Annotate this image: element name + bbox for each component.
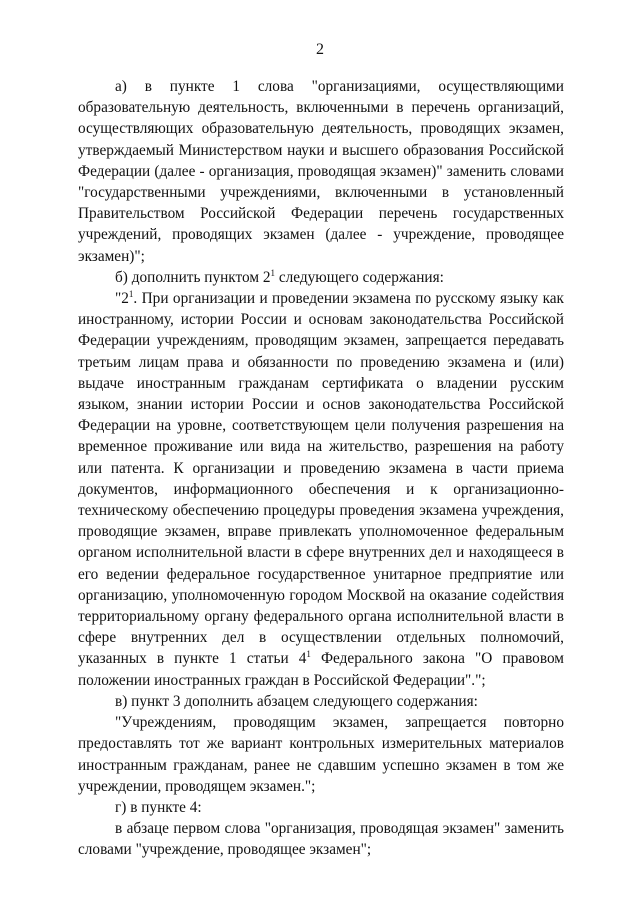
superscript: 1 <box>128 289 134 300</box>
superscript: 1 <box>270 267 276 278</box>
page-number: 2 <box>316 41 324 58</box>
text-run: следующего содержания: <box>275 268 444 286</box>
quoted-new-point <box>78 288 564 691</box>
amendment-item-v: в) пункт 3 дополнить абзацем следующего содержания: <box>115 692 478 710</box>
amendment-item-b <box>78 267 564 288</box>
document-body <box>78 76 564 861</box>
amendment-item-a: а) в пункте 1 слова "организациями, осуществляющими образовательную деятельность, включенными в перечень организаций, осуществляющих образовательную деятельность, проводящих экзамен, утверждаемый Министерством науки и высшего образования Российской Федерации (далее - организация, проводящая экзамен)" заменить словами "государственными учреждениями, включенными в установленный Правительством Российской Федерации перечень государственных учреждений, проводящих экзамен (далее - учреждение, проводящее экзамен)"; <box>78 78 564 265</box>
quoted-new-paragraph: "Учреждениям, проводящим экзамен, запрещается повторно предоставлять тот же вариант контрольных измерительных материалов иностранным гражданам, ранее не сдавшим успешно экзамен в том же учреждении, проводящем экзамен."; <box>78 714 564 795</box>
superscript: 1 <box>306 649 311 660</box>
text-run: "2 <box>115 290 129 308</box>
text-run: б) дополнить пунктом 2 <box>115 268 271 286</box>
text-run: . При организации и проведении экзамена по русскому языку как иностранному, истории России и основам законодательства Российской Федерации учреждениям, проводящим экзамен, запрещается передавать третьим лицам права и обязанности по проведению экзамена и (или) выдаче иностранным гражданам сертификата о владении русским языком, знании истории России и основ законодательства Российской Федерации на уровне, соответствующем цели получения разрешения на временное проживание или вида на жительство, разрешения на работу или патента. К организации и проведению экзамена в части приема документов, информационного обеспечения и к организационно-техническому обеспечению процедуры проведения экзамена учреждения, проводящие экзамен, вправе привлекать уполномоченное федеральным органом исполнительной власти в сфере внутренних дел и находящееся в его ведении федеральное государственное унитарное предприятие или организацию, уполномоченную городом Москвой на оказание содействия территориальному органу федерального органа исполнительной власти в сфере внутренних дел в осуществлении отдельных полномочий, указанных в пункте 1 статьи 4 <box>78 290 564 668</box>
text-run: Федерального закона "О правовом положении иностранных граждан в Российской Федерации"."; <box>78 650 564 689</box>
amendment-subitem: в абзаце первом слова "организация, проводящая экзамен" заменить словами "учреждение, проводящее экзамен"; <box>78 820 564 859</box>
amendment-item-g: г) в пункте 4: <box>115 798 202 816</box>
